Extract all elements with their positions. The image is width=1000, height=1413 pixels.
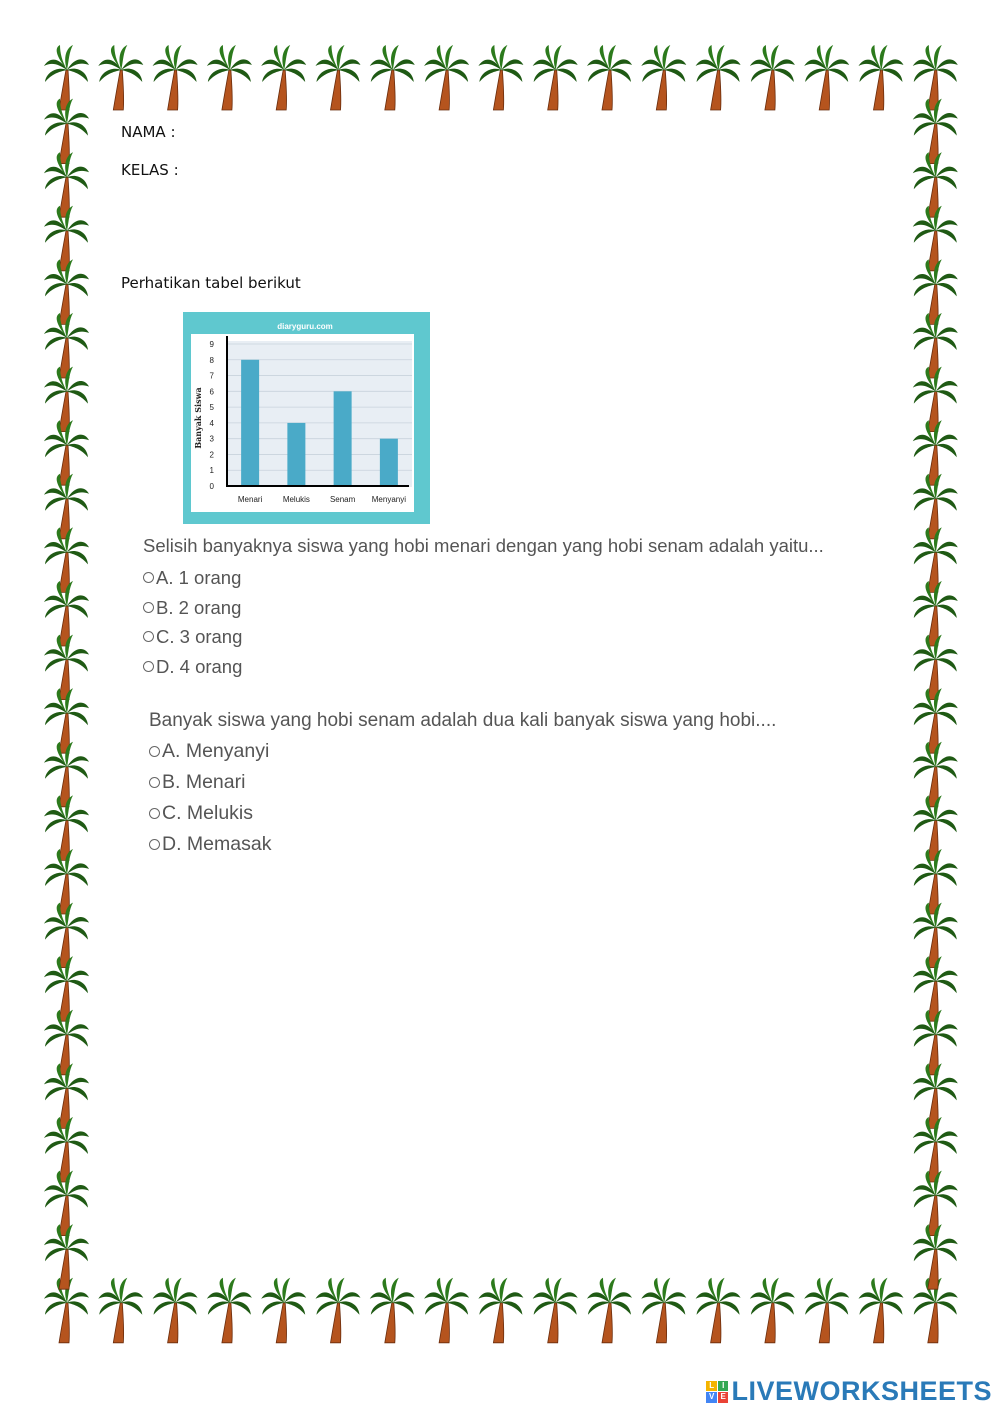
y-tick-label: 9: [209, 340, 214, 349]
palm-tree-icon: [44, 1117, 89, 1182]
palm-tree-icon: [153, 1278, 198, 1343]
palm-tree-icon: [913, 1117, 958, 1182]
palm-tree-icon: [44, 259, 89, 324]
y-tick-label: 6: [209, 387, 214, 397]
y-tick-label: 5: [209, 403, 214, 413]
question-2-option-b[interactable]: [149, 767, 776, 798]
name-label: NAMA :: [121, 123, 176, 141]
option-label: D. Memasak: [162, 833, 272, 855]
palm-tree-icon: [44, 688, 89, 753]
palm-tree-icon: [370, 1278, 415, 1343]
palm-tree-icon: [44, 206, 89, 271]
palm-tree-icon: [44, 742, 89, 807]
option-label: B. Menari: [162, 771, 246, 793]
liveworksheets-icon: [706, 1381, 728, 1403]
palm-tree-icon: [424, 45, 469, 110]
x-tick-label: Senam: [329, 495, 356, 504]
brand-text: LIVEWORKSHEETS: [731, 1376, 992, 1406]
question-1-option-b[interactable]: [143, 593, 824, 623]
palm-tree-icon: [533, 45, 578, 110]
palm-tree-icon: [44, 99, 89, 164]
palm-tree-icon: [424, 1278, 469, 1343]
palm-tree-icon: [913, 635, 958, 700]
brand-icon-tile: L: [706, 1381, 717, 1392]
radio-button[interactable]: [143, 572, 154, 583]
palm-tree-icon: [913, 152, 958, 217]
bar-senam: [334, 391, 352, 486]
palm-tree-icon: [44, 45, 89, 110]
palm-tree-icon: [913, 313, 958, 378]
radio-button[interactable]: [149, 839, 160, 850]
y-tick-label: 7: [209, 371, 214, 381]
palm-tree-icon: [913, 742, 958, 807]
radio-button[interactable]: [149, 746, 160, 757]
y-tick-label: 0: [209, 482, 214, 491]
palm-tree-icon: [913, 367, 958, 432]
palm-tree-icon: [913, 259, 958, 324]
question-2-text: Banyak siswa yang hobi senam adalah dua kali banyak siswa yang hobi....: [149, 710, 777, 731]
palm-tree-icon: [44, 1224, 89, 1289]
brand-icon-tile: I: [718, 1381, 729, 1392]
palm-tree-icon: [913, 527, 958, 592]
option-label: D. 4 orang: [156, 655, 243, 677]
palm-tree-icon: [44, 849, 89, 914]
palm-tree-icon: [533, 1278, 578, 1343]
option-label: A. Menyanyi: [162, 740, 270, 762]
palm-tree-icon: [98, 1278, 143, 1343]
palm-tree-icon: [913, 795, 958, 860]
bar-melukis: [287, 423, 305, 486]
palm-tree-icon: [913, 206, 958, 271]
palm-tree-icon: [587, 45, 632, 110]
palm-tree-icon: [44, 1063, 89, 1128]
palm-tree-icon: [641, 1278, 686, 1343]
chart-watermark: diaryguru.com: [277, 322, 333, 331]
option-label: C. 3 orang: [156, 626, 243, 647]
radio-button[interactable]: [143, 631, 154, 642]
bar-chart-image: [183, 312, 430, 524]
palm-tree-icon: [44, 420, 89, 485]
y-tick-label: 2: [209, 450, 214, 460]
y-axis-label: Banyak Siswa: [193, 387, 203, 449]
question-2-option-a[interactable]: [149, 736, 776, 767]
palm-tree-icon: [44, 956, 89, 1021]
palm-tree-icon: [316, 45, 361, 110]
palm-tree-icon: [804, 45, 849, 110]
question-1-option-d[interactable]: [143, 652, 824, 682]
palm-tree-icon: [44, 903, 89, 968]
palm-tree-icon: [44, 581, 89, 646]
question-2-option-d[interactable]: [149, 829, 776, 860]
palm-tree-icon: [44, 635, 89, 700]
palm-tree-icon: [750, 1278, 795, 1343]
palm-tree-icon: [261, 1278, 306, 1343]
instruction-text: Perhatikan tabel berikut: [121, 274, 301, 292]
palm-tree-icon: [478, 45, 523, 110]
palm-tree-icon: [44, 313, 89, 378]
y-tick-label: 8: [209, 355, 214, 365]
palm-tree-icon: [913, 581, 958, 646]
bar-chart: [183, 312, 430, 524]
brand-icon-tile: E: [718, 1392, 729, 1403]
radio-button[interactable]: [143, 602, 154, 613]
palm-tree-icon: [207, 1278, 252, 1343]
palm-tree-icon: [44, 1171, 89, 1236]
palm-tree-icon: [44, 474, 89, 539]
palm-tree-icon: [859, 45, 904, 110]
palm-tree-icon: [913, 99, 958, 164]
y-tick-label: 1: [209, 466, 214, 476]
palm-tree-icon: [913, 45, 958, 110]
option-label: A. 1 orang: [156, 567, 242, 588]
x-tick-label: Melukis: [282, 495, 310, 504]
palm-tree-icon: [696, 1278, 741, 1343]
y-tick-label: 3: [209, 434, 214, 444]
palm-tree-icon: [44, 152, 89, 217]
question-1-option-c[interactable]: [143, 622, 824, 652]
palm-tree-icon: [913, 1224, 958, 1289]
palm-tree-icon: [316, 1278, 361, 1343]
liveworksheets-logo: [706, 1376, 992, 1407]
palm-tree-icon: [913, 1010, 958, 1075]
radio-button[interactable]: [149, 777, 160, 788]
x-tick-label: Menari: [237, 495, 263, 504]
palm-tree-icon: [913, 688, 958, 753]
question-2: [149, 710, 776, 860]
palm-tree-icon: [750, 45, 795, 110]
palm-tree-icon: [587, 1278, 632, 1343]
palm-tree-icon: [913, 849, 958, 914]
bar-menari: [241, 360, 259, 486]
question-1-text: Selisih banyaknya siswa yang hobi menari dengan yang hobi senam adalah yaitu...: [143, 535, 824, 556]
palm-tree-icon: [44, 795, 89, 860]
class-label: KELAS :: [121, 161, 179, 179]
option-label: C. Melukis: [162, 802, 254, 824]
palm-tree-icon: [370, 45, 415, 110]
palm-tree-icon: [44, 1010, 89, 1075]
palm-tree-icon: [44, 367, 89, 432]
palm-tree-icon: [153, 45, 198, 110]
bar-menyanyi: [380, 439, 398, 486]
question-1-option-a[interactable]: [143, 563, 824, 593]
question-1: [143, 535, 824, 681]
radio-button[interactable]: [143, 661, 154, 672]
option-label: B. 2 orang: [156, 596, 242, 618]
palm-tree-icon: [913, 903, 958, 968]
palm-tree-icon: [913, 1063, 958, 1128]
palm-tree-icon: [44, 527, 89, 592]
palm-tree-icon: [913, 956, 958, 1021]
palm-tree-icon: [478, 1278, 523, 1343]
question-2-option-c[interactable]: [149, 798, 776, 829]
palm-tree-icon: [696, 45, 741, 110]
x-tick-label: Menyanyi: [371, 495, 406, 504]
palm-tree-icon: [804, 1278, 849, 1343]
palm-tree-icon: [98, 45, 143, 110]
palm-tree-icon: [913, 474, 958, 539]
palm-tree-icon: [641, 45, 686, 110]
radio-button[interactable]: [149, 808, 160, 819]
palm-tree-icon: [859, 1278, 904, 1343]
y-tick-label: 4: [209, 418, 214, 428]
palm-tree-icon: [261, 45, 306, 110]
palm-tree-icon: [913, 420, 958, 485]
brand-icon-tile: V: [706, 1392, 717, 1403]
palm-tree-icon: [913, 1171, 958, 1236]
palm-tree-icon: [207, 45, 252, 110]
